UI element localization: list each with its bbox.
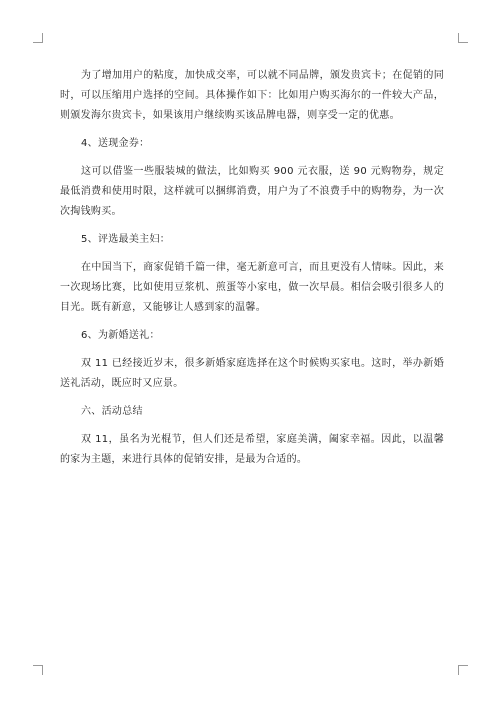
paragraph-activity-summary: 双 11，虽名为光棍节，但人们还是希望，家庭美满，阖家幸福。因此，以温馨的家为主题，来进行具体的促销安排，是最为合适的。 <box>60 434 444 465</box>
paragraph-cash-coupon: 这可以借鉴一些服装城的做法，比如购买 900 元衣服，送 90 元购物券，规定最低消费和使用时限，这样就可以捆绑消费，用户为了不浪费手中的购物券，为一次次掏钱购买。 <box>60 166 444 217</box>
crop-mark-top-right <box>458 33 468 43</box>
paragraph-newlywed-gift: 双 11 已经接近岁末，很多新婚家庭选择在这个时候购买家电。这时，举办新婚送礼活动，既应时又应景。 <box>60 358 444 389</box>
document-body <box>60 66 444 470</box>
heading-newlywed-gift: 6、为新婚送礼： <box>81 330 160 341</box>
paragraph-vip-card: 为了增加用户的粘度，加快成交率，可以就不同品牌，颁发贵宾卡；在促销的同时，可以压缩用户选择的空间。具体操作如下：比如用户购买海尔的一件较大产品，则颁发海尔贵宾卡，如果该用户继续购买该品牌电器，则享受一定的优惠。 <box>60 70 444 121</box>
heading-best-housewife: 5、评选最美主妇： <box>81 234 171 245</box>
heading-activity-summary: 六、活动总结 <box>81 406 143 417</box>
crop-mark-bottom-right <box>458 665 468 675</box>
paragraph-best-housewife: 在中国当下，商家促销千篇一律，毫无新意可言，而且更没有人情味。因此，来一次现场比赛，比如使用豆浆机、煎蛋等小家电，做一次早晨。相信会吸引很多人的目光。既有新意，又能够让人感到家的温馨。 <box>60 262 444 313</box>
heading-cash-coupon: 4、送现金券： <box>81 138 150 149</box>
crop-mark-bottom-left <box>33 665 43 675</box>
crop-mark-top-left <box>33 33 43 43</box>
